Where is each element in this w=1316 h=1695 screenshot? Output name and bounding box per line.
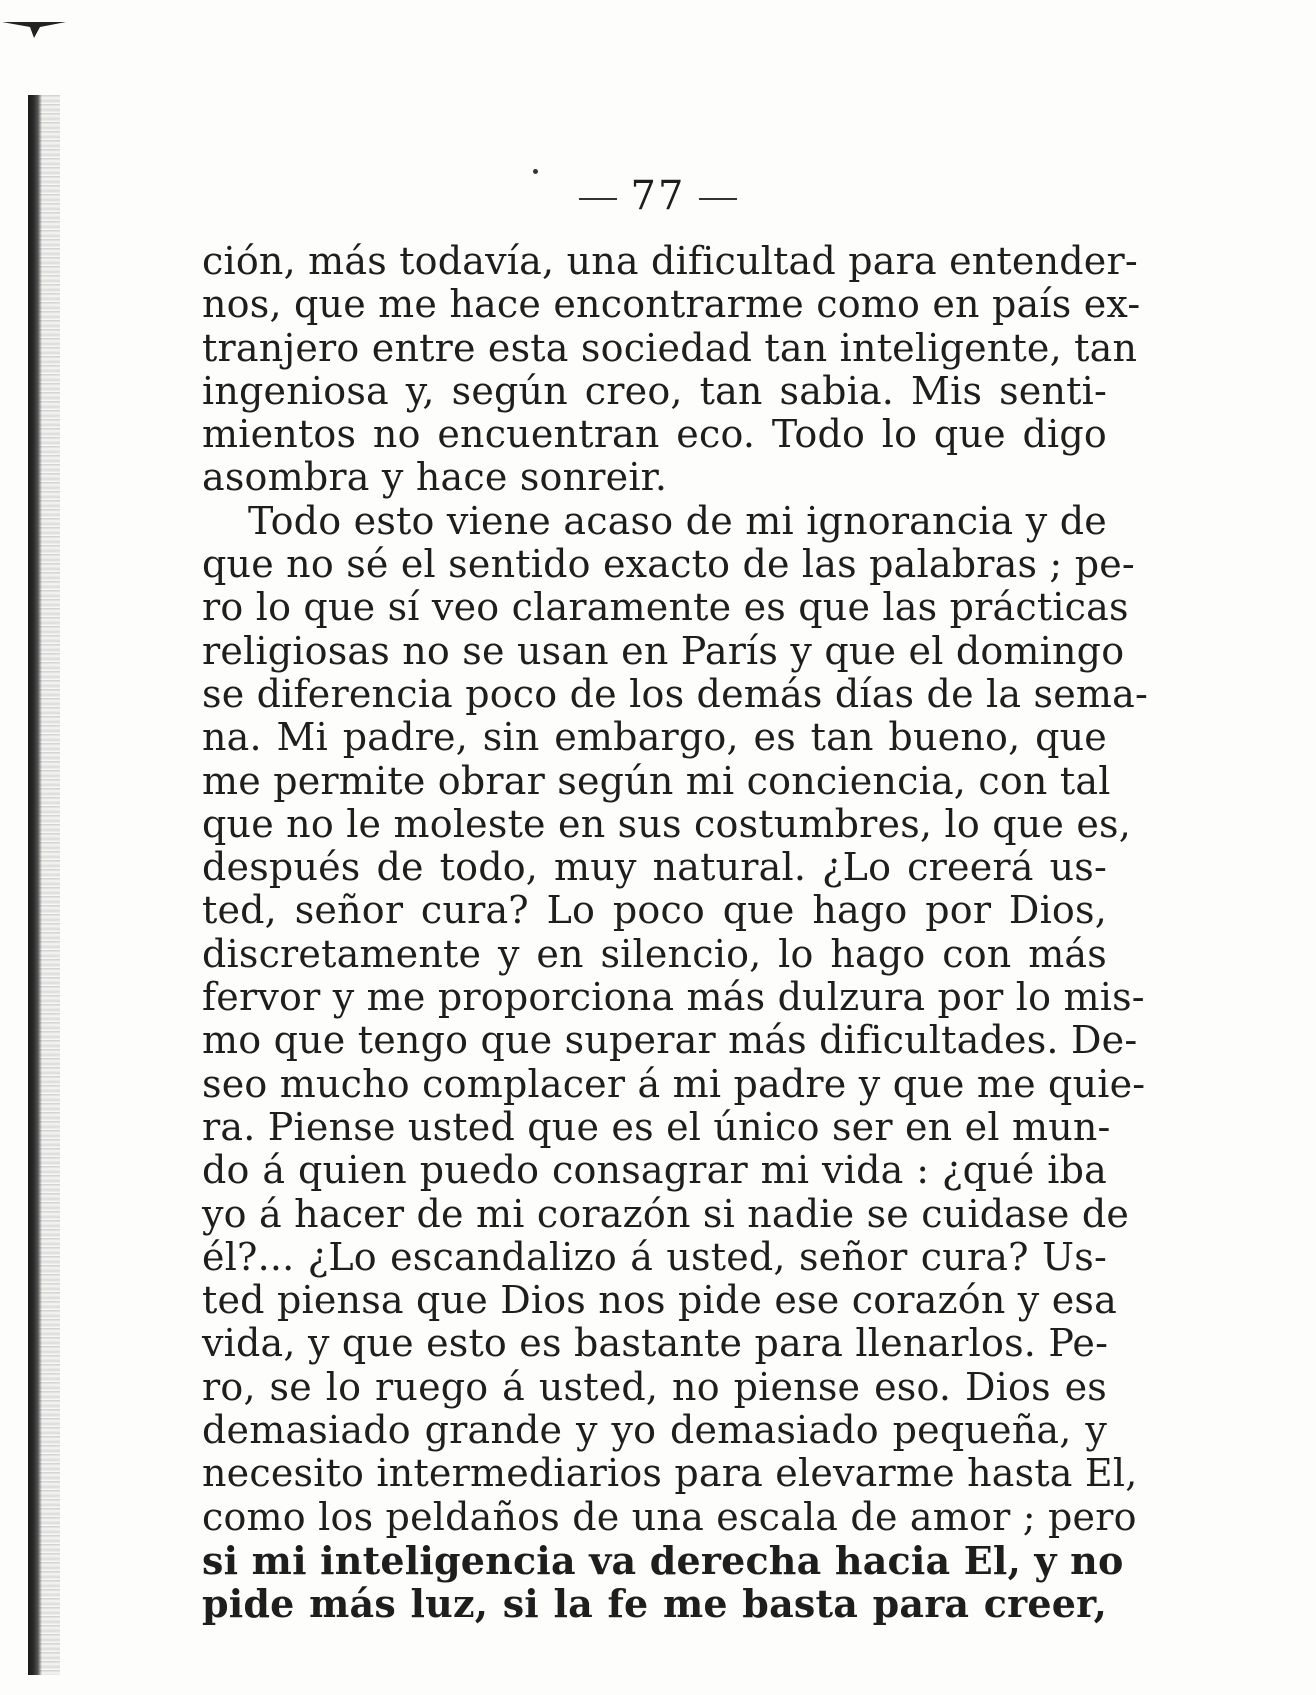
text-line: que no sé el sentido exacto de las palabras ; pe- — [202, 542, 1135, 587]
text-line: nos, que me hace encontrarme como en país ex- — [202, 282, 1141, 327]
text-line: necesito intermediarios para elevarme hasta El, — [202, 1451, 1138, 1496]
text-line: si mi inteligencia va derecha hacia El, y no — [202, 1537, 1124, 1583]
text-line: tranjero entre esta sociedad tan inteligente, tan — [202, 325, 1138, 370]
text-line: religiosas no se usan en París y que el domingo — [202, 628, 1125, 673]
text-line: me permite obrar según mi conciencia, con tal — [202, 758, 1111, 803]
text-line: do á quien puedo consagrar mi vida : ¿qué iba — [202, 1148, 1107, 1193]
text-line: después de todo, muy natural. ¿Lo creerá us- — [202, 845, 1107, 890]
text-line: ro, se lo ruego á usted, no piense eso. Dios es — [202, 1364, 1107, 1409]
text-line: que no le moleste en sus costumbres, lo que es, — [202, 801, 1132, 846]
text-line: él?... ¿Lo escandalizo á usted, señor cura? Us- — [202, 1234, 1107, 1279]
dash-right — [699, 198, 737, 200]
scan-corner-mark — [0, 18, 70, 40]
text-line: ra. Piense usted que es el único ser en el mun- — [202, 1104, 1111, 1149]
page-number-header — [0, 172, 1316, 220]
text-line: pide más luz, si la fe me basta para creer, — [202, 1581, 1107, 1627]
text-line: se diferencia poco de los demás días de la sema- — [202, 671, 1149, 716]
text-line: ted piensa que Dios nos pide ese corazón y esa — [202, 1278, 1117, 1323]
binding-speckle — [38, 95, 60, 1675]
text-line: mo que tengo que superar más dificultades. De- — [202, 1018, 1138, 1063]
text-line: ción, más todavía, una dificultad para entender- — [202, 239, 1138, 283]
text-line: mientos no encuentran eco. Todo lo que digo — [202, 412, 1107, 457]
text-line: discretamente y en silencio, lo hago con más — [202, 931, 1107, 976]
text-line: ro lo que sí veo claramente es que las prácticas — [202, 585, 1129, 630]
text-line: vida, y que esto es bastante para llenarlos. Pe- — [202, 1321, 1109, 1366]
text-line: fervor y me proporciona más dulzura por lo mis- — [202, 975, 1145, 1020]
page-number: 77 — [630, 173, 686, 219]
text-line: asombra y hace sonreir. — [202, 455, 668, 500]
dash-left — [579, 198, 617, 200]
text-line: ingeniosa y, según creo, tan sabia. Mis senti- — [202, 368, 1107, 413]
body-text — [202, 239, 1149, 1627]
text-line: ted, señor cura? Lo poco que hago por Dios, — [202, 888, 1107, 933]
text-line: como los peldaños de una escala de amor ; pero — [202, 1494, 1137, 1539]
text-line: demasiado grande y yo demasiado pequeña, y — [202, 1408, 1107, 1453]
text-line: seo mucho complacer á mi padre y que me quie- — [202, 1061, 1146, 1106]
text-line: yo á hacer de mi corazón si nadie se cuidase de — [202, 1191, 1130, 1236]
text-line: na. Mi padre, sin embargo, es tan bueno, que — [202, 715, 1107, 760]
paragraph-start-line: Todo esto viene acaso de mi ignorancia y de — [248, 498, 1107, 543]
